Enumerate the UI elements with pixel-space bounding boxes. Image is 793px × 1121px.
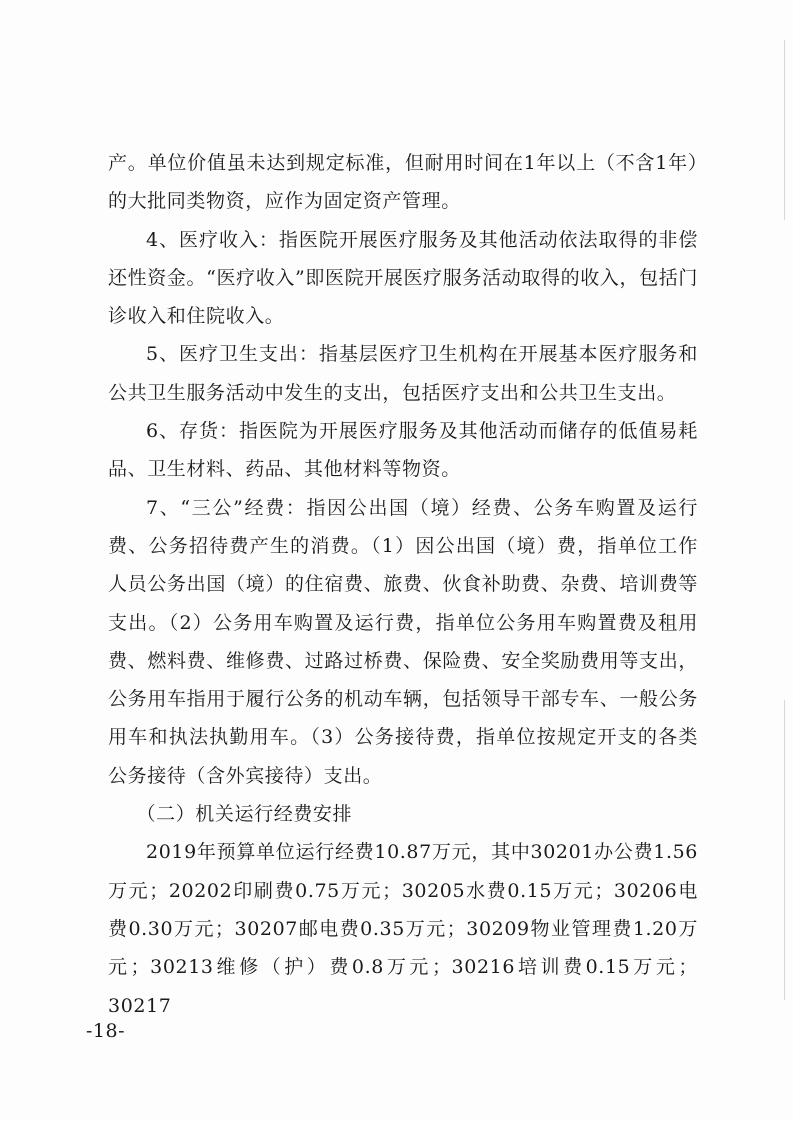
paragraph-continuation: 产。单位价值虽未达到规定标准，但耐用时间在1年以上（不含1年）的大批同类物资，应作为固定资产管理。 <box>108 152 698 213</box>
section-heading: （二）机关运行经费安排 <box>136 803 353 826</box>
scan-edge-line <box>784 700 785 1000</box>
paragraph-inventory: 6、存货：指医院为开展医疗服务及其他活动而储存的低值易耗品、卫生材料、药品、其他材料等物资。 <box>108 420 698 481</box>
paragraph-three-public-expenses: 7、“三公”经费：指因公出国（境）经费、公务车购置及运行费、公务招待费产生的消费。（1）因公出国（境）费，指单位工作人员公务出国（境）的住宿费、旅费、伙食补助费、杂费、培训费等支出。（2）公务用车购置及运行费，指单位公务用车购置费及租用费、燃料费、维修费、过路过桥费、保险费、安全奖励费用等支出，公务用车指用于履行公务的机动车辆，包括领导干部专车、一般公务用车和执法执勤用车。（3）公务接待费，指单位按规定开支的各类公务接待（含外宾接待）支出。 <box>108 496 698 787</box>
paragraph-operating-budget: 2019年预算单位运行经费10.87万元，其中30201办公费1.56万元；20202印刷费0.75万元；30205水费0.15万元；30206电费0.30万元；30207邮电费0.35万元；30209物业管理费1.20万元；30213维修（护）费0.8万元；30216培训费0.15万元；30217 <box>108 841 698 1017</box>
document-body <box>108 144 698 1025</box>
paragraph-medical-income: 4、医疗收入：指医院开展医疗服务及其他活动依法取得的非偿还性资金。“医疗收入”即医院开展医疗服务活动取得的收入，包括门诊收入和住院收入。 <box>108 228 698 328</box>
paragraph-medical-health-expenditure: 5、医疗卫生支出：指基层医疗卫生机构在开展基本医疗服务和公共卫生服务活动中发生的支出，包括医疗支出和公共卫生支出。 <box>108 343 698 404</box>
scan-edge-line <box>784 40 785 220</box>
page-number: -18- <box>86 1020 126 1042</box>
